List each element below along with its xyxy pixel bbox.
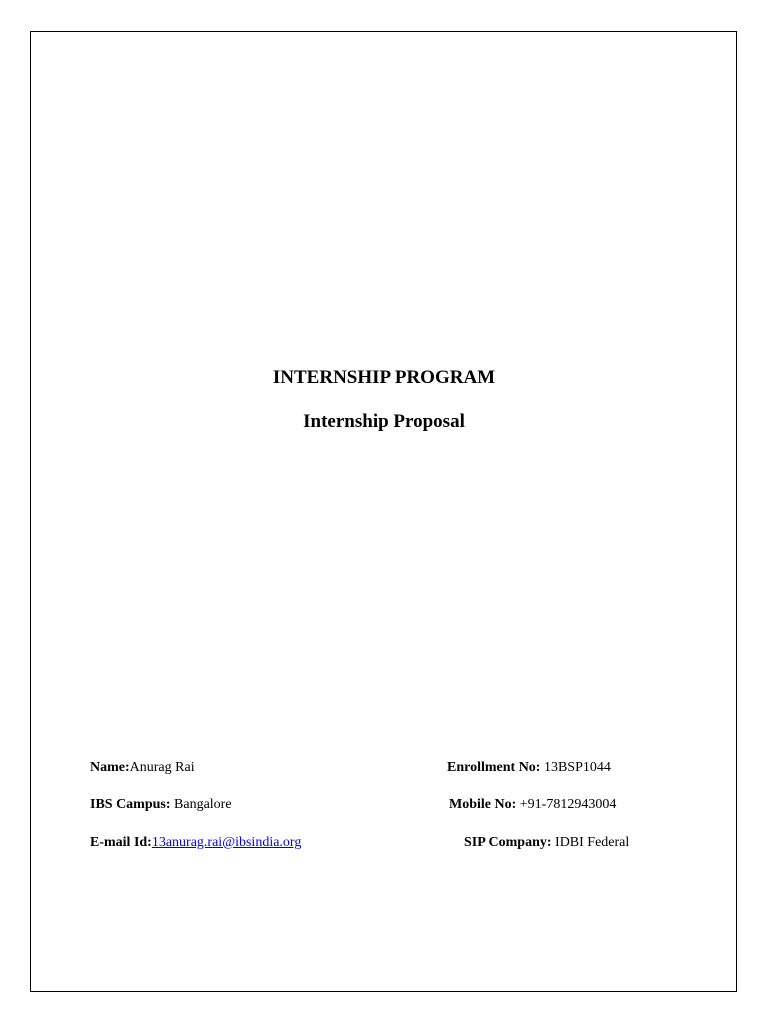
enrollment-field [447, 759, 611, 776]
campus-label: IBS Campus: [90, 797, 171, 812]
name-field [90, 759, 195, 776]
company-value: IDBI Federal [555, 835, 630, 850]
email-link[interactable]: 13anurag.rai@ibsindia.org [151, 835, 302, 850]
email-label: E-mail Id: [90, 835, 152, 850]
company-field [464, 834, 629, 851]
campus-value: Bangalore [174, 797, 232, 812]
mobile-label: Mobile No: [449, 797, 517, 812]
company-label: SIP Company: [464, 835, 552, 850]
enrollment-label: Enrollment No: [447, 760, 541, 775]
mobile-value: +91-7812943004 [519, 797, 617, 812]
enrollment-value: 13BSP1044 [543, 760, 611, 775]
mobile-field [449, 796, 616, 813]
name-label: Name: [90, 760, 130, 775]
email-field [90, 834, 301, 851]
document-title: INTERNSHIP PROGRAM [272, 367, 496, 388]
name-value: Anurag Rai [129, 760, 195, 775]
document-subtitle: Internship Proposal [303, 411, 465, 432]
campus-field [90, 796, 232, 813]
